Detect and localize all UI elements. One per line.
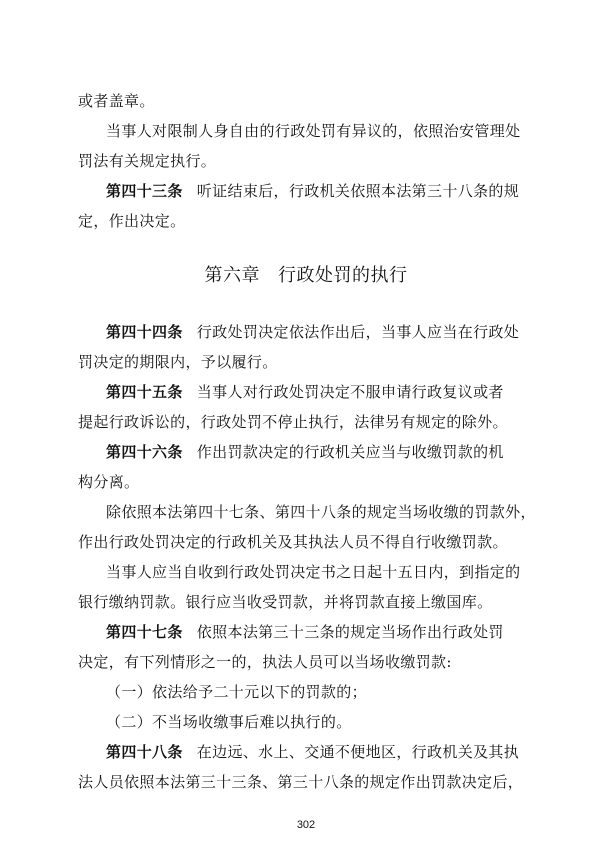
line-text: 法人员依照本法第三十三条、第三十八条的规定作出罚款决定后，	[78, 773, 524, 791]
article-number: 第四十五条	[106, 383, 183, 401]
chapter-heading	[0, 264, 612, 288]
line-text: 构分离。	[78, 473, 140, 491]
line-text: 罚法有关规定执行。	[78, 152, 217, 170]
line-text: 罚决定的期限内，予以履行。	[78, 353, 278, 371]
text-line	[78, 532, 508, 552]
text-line	[106, 502, 536, 522]
line-text: 定，作出决定。	[78, 212, 186, 230]
text-line	[78, 91, 155, 111]
article-line	[106, 382, 504, 402]
text-line	[78, 592, 492, 612]
line-text: （一）依法给予二十元以下的罚款的；	[106, 683, 367, 701]
article-number: 第四十八条	[106, 743, 183, 761]
line-text: 行政处罚决定依法作出后，当事人应当在行政处	[196, 323, 520, 341]
line-text: 当事人对行政处罚决定不服申请行政复议或者	[196, 383, 504, 401]
text-line	[78, 412, 508, 432]
text-line	[78, 352, 278, 372]
line-text: 或者盖章。	[78, 92, 155, 110]
list-item	[106, 682, 367, 702]
article-line	[106, 622, 504, 642]
text-line	[78, 151, 216, 171]
page-number: 302	[296, 819, 316, 831]
article-line	[106, 742, 519, 762]
line-text: 提起行政诉讼的，行政处罚不停止执行，法律另有规定的除外。	[78, 413, 508, 431]
chapter-number: 第六章	[204, 265, 260, 286]
article-number: 第四十三条	[106, 182, 183, 200]
line-text: 银行缴纳罚款。银行应当收受罚款，并将罚款直接上缴国库。	[78, 593, 493, 611]
line-text: 当事人应当自收到行政处罚决定书之日起十五日内，到指定的	[106, 563, 521, 581]
line-text: 决定，有下列情形之一的，执法人员可以当场收缴罚款:	[78, 653, 452, 671]
line-text: 在边远、水上、交通不便地区，行政机关及其执	[196, 743, 520, 761]
article-line	[106, 322, 519, 342]
line-text: 当事人对限制人身自由的行政处罚有异议的，依照治安管理处	[106, 122, 521, 140]
line-text: 作出罚款决定的行政机关应当与收缴罚款的机	[196, 443, 504, 461]
line-text: 听证结束后，行政机关依照本法第三十八条的规	[196, 182, 520, 200]
article-number: 第四十四条	[106, 323, 183, 341]
line-text: （二）不当场收缴事后难以执行的。	[106, 713, 352, 731]
text-line	[78, 211, 185, 231]
text-line	[78, 472, 139, 492]
article-number: 第四十七条	[106, 623, 183, 641]
list-item	[106, 712, 352, 732]
text-line	[78, 652, 452, 672]
text-line	[106, 121, 520, 141]
article-line	[106, 442, 504, 462]
article-number: 第四十六条	[106, 443, 183, 461]
line-text: 除依照本法第四十七条、第四十八条的规定当场收缴的罚款外，	[106, 503, 536, 521]
chapter-title: 行政处罚的执行	[278, 265, 408, 286]
line-text: 依照本法第三十三条的规定当场作出行政处罚	[196, 623, 504, 641]
text-line	[106, 562, 520, 582]
text-line	[78, 772, 523, 792]
line-text: 作出行政处罚决定的行政机关及其执法人员不得自行收缴罚款。	[78, 533, 508, 551]
article-line	[106, 181, 519, 201]
